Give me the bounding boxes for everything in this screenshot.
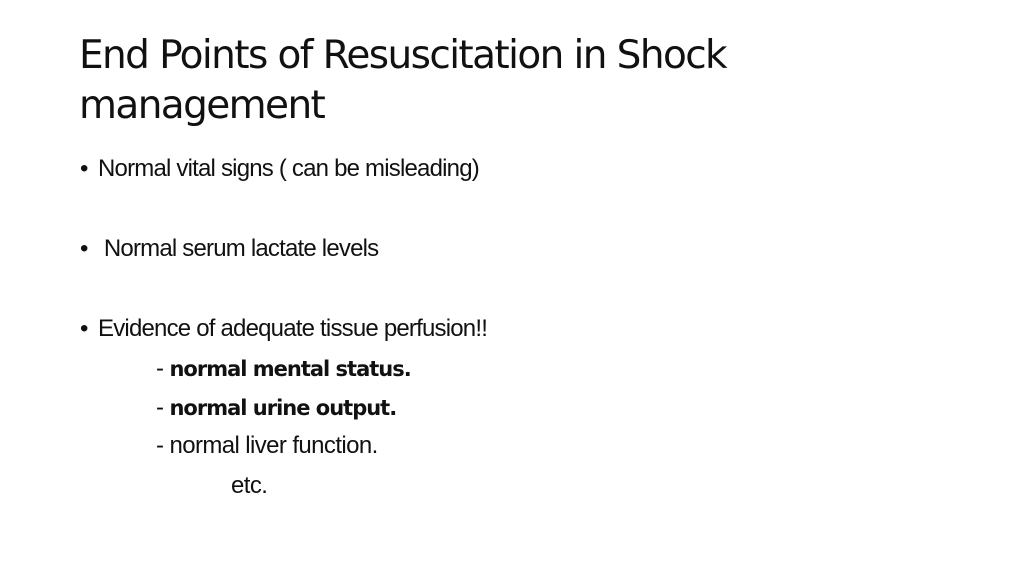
bullet-marker: •: [80, 315, 88, 342]
sub-item-text: normal mental status.: [169, 357, 411, 381]
bullet-vital-signs: [80, 154, 479, 184]
bullet-marker: •: [80, 155, 88, 182]
bullet-text: Evidence of adequate tissue perfusion!!: [98, 315, 488, 342]
sub-item-text: normal urine output.: [169, 396, 397, 420]
slide-title: [79, 31, 939, 131]
sub-item-urine-output: [156, 393, 396, 423]
sub-item-dash: -: [156, 394, 170, 421]
sub-item-dash: -: [156, 432, 170, 459]
bullet-text: Normal vital signs ( can be misleading): [98, 155, 479, 182]
bullet-serum-lactate: [80, 234, 378, 264]
sub-item-liver-function: [156, 431, 378, 461]
etc-text: etc.: [231, 472, 268, 499]
sub-item-dash: -: [156, 355, 170, 382]
bullet-tissue-perfusion: [80, 314, 487, 344]
bullet-marker: •: [80, 235, 88, 262]
sub-item-mental-status: [156, 354, 411, 384]
sub-item-text: normal liver function.: [169, 432, 378, 459]
bullet-text: Normal serum lactate levels: [98, 235, 379, 262]
slide-title-line-2: management: [79, 83, 325, 128]
slide-title-line-1: End Points of Resuscitation in Shock: [79, 33, 727, 78]
